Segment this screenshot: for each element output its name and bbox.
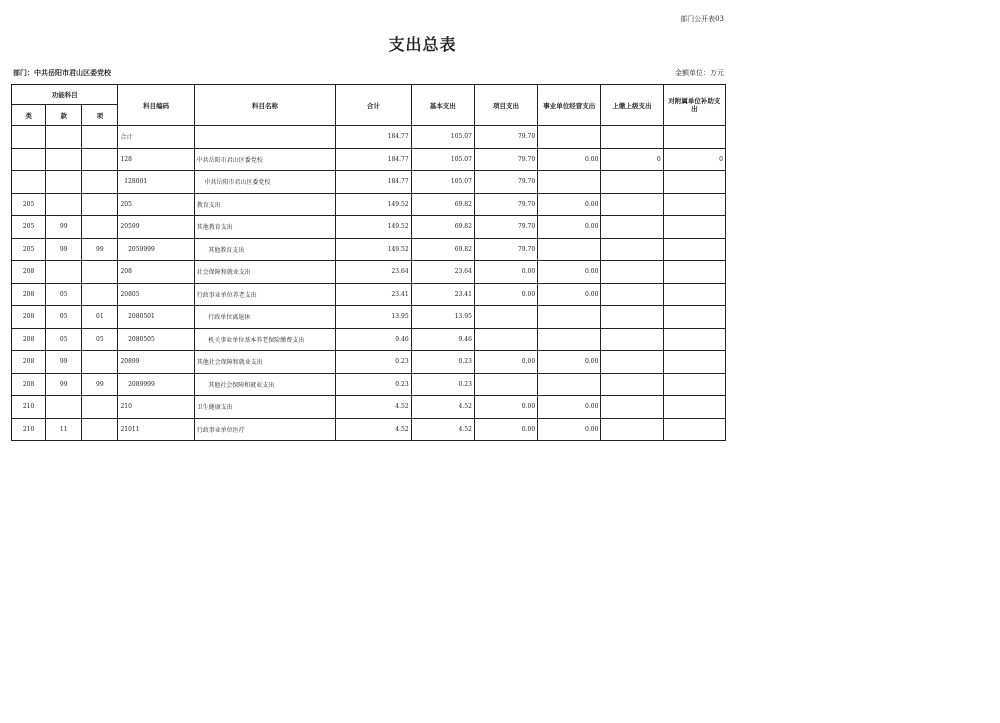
cell-project: 79.70 [474,148,537,171]
cell-project [474,373,537,396]
form-number: 部门公开表03 [680,15,724,23]
cell-project: 0.00 [474,351,537,374]
cell-subsidy [663,238,725,261]
cell-business: 0.00 [538,283,601,306]
cell-basic: 0.23 [411,351,474,374]
table-row [12,171,726,194]
header-project: 项目支出 [474,85,537,126]
cell-kuan: 99 [46,351,82,374]
cell-total: 184.77 [336,148,411,171]
header-upper: 上缴上级支出 [601,85,663,126]
cell-lei: 208 [12,306,46,329]
cell-upper: 0 [601,148,663,171]
cell-total: 149.52 [336,216,411,239]
header-kuan: 款 [46,105,82,126]
cell-business [538,373,601,396]
cell-xiang: 05 [82,328,118,351]
cell-code: 合计 [118,126,194,149]
cell-total: 13.95 [336,306,411,329]
cell-upper [601,261,663,284]
cell-subsidy [663,306,725,329]
cell-xiang [82,148,118,171]
cell-lei [12,171,46,194]
cell-lei: 205 [12,216,46,239]
cell-subsidy [663,261,725,284]
cell-total: 0.23 [336,373,411,396]
cell-kuan [46,396,82,419]
cell-name: 其他教育支出 [194,238,336,261]
cell-total: 4.52 [336,418,411,441]
header-subsidy: 对附属单位补助支出 [663,85,725,126]
cell-subsidy [663,283,725,306]
table-row [12,306,726,329]
cell-basic: 69.82 [411,193,474,216]
cell-basic: 23.41 [411,283,474,306]
header-code: 科目编码 [118,85,194,126]
table-body [12,126,726,441]
cell-total: 0.23 [336,351,411,374]
cell-code: 205 [118,193,194,216]
cell-name: 中共岳阳市君山区委党校 [194,148,336,171]
cell-total: 23.64 [336,261,411,284]
cell-lei: 208 [12,351,46,374]
header-business: 事业单位经营支出 [538,85,601,126]
cell-xiang: 01 [82,306,118,329]
cell-upper [601,283,663,306]
cell-kuan: 99 [46,216,82,239]
cell-basic: 105.07 [411,148,474,171]
cell-business: 0.00 [538,148,601,171]
cell-xiang [82,193,118,216]
cell-basic: 69.82 [411,216,474,239]
cell-basic: 9.46 [411,328,474,351]
cell-total: 23.41 [336,283,411,306]
cell-basic: 105.07 [411,126,474,149]
header-basic: 基本支出 [411,85,474,126]
cell-upper [601,238,663,261]
cell-lei: 210 [12,396,46,419]
department-label: 部门：中共岳阳市君山区委党校 [13,69,111,77]
cell-subsidy [663,126,725,149]
cell-kuan: 05 [46,306,82,329]
cell-code: 208 [118,261,194,284]
cell-lei: 208 [12,261,46,284]
cell-subsidy: 0 [663,148,725,171]
cell-code: 21011 [118,418,194,441]
cell-name: 卫生健康支出 [194,396,336,419]
cell-name: 行政事业单位养老支出 [194,283,336,306]
cell-name: 其他社会保障和就业支出 [194,373,336,396]
table-row [12,283,726,306]
cell-kuan [46,261,82,284]
cell-upper [601,418,663,441]
cell-kuan [46,126,82,149]
cell-subsidy [663,373,725,396]
cell-business: 0.00 [538,351,601,374]
cell-name [194,126,336,149]
cell-name: 教育支出 [194,193,336,216]
cell-name: 行政事业单位医疗 [194,418,336,441]
table-row [12,238,726,261]
header-func: 功能科目 [12,85,118,105]
cell-lei [12,148,46,171]
cell-total: 9.46 [336,328,411,351]
cell-code: 20899 [118,351,194,374]
cell-code: 128001 [118,171,194,194]
cell-project: 0.00 [474,418,537,441]
unit-label: 金额单位：万元 [675,69,724,77]
table-row [12,216,726,239]
cell-subsidy [663,396,725,419]
cell-lei: 205 [12,193,46,216]
cell-basic: 4.52 [411,418,474,441]
cell-lei: 205 [12,238,46,261]
cell-xiang [82,261,118,284]
cell-kuan [46,171,82,194]
cell-xiang [82,126,118,149]
cell-kuan: 99 [46,238,82,261]
cell-code: 2089999 [118,373,194,396]
cell-business [538,328,601,351]
table-row [12,418,726,441]
cell-project: 79.70 [474,216,537,239]
cell-basic: 23.64 [411,261,474,284]
cell-lei: 210 [12,418,46,441]
cell-business [538,126,601,149]
page-title: 支出总表 [388,35,457,54]
cell-basic: 105.07 [411,171,474,194]
cell-xiang: 99 [82,373,118,396]
cell-upper [601,216,663,239]
cell-xiang [82,396,118,419]
cell-xiang [82,216,118,239]
cell-kuan: 05 [46,283,82,306]
cell-business: 0.00 [538,216,601,239]
cell-upper [601,306,663,329]
cell-project: 79.70 [474,193,537,216]
cell-subsidy [663,418,725,441]
cell-business [538,171,601,194]
cell-kuan: 11 [46,418,82,441]
cell-project: 0.00 [474,283,537,306]
cell-kuan: 05 [46,328,82,351]
cell-total: 149.52 [336,238,411,261]
table-row [12,148,726,171]
cell-total: 184.77 [336,171,411,194]
cell-name: 其他社会保障和就业支出 [194,351,336,374]
cell-upper [601,351,663,374]
cell-basic: 69.82 [411,238,474,261]
cell-project: 0.00 [474,261,537,284]
table-row [12,373,726,396]
cell-project: 79.70 [474,171,537,194]
cell-code: 20805 [118,283,194,306]
cell-project: 79.70 [474,126,537,149]
cell-name: 其他教育支出 [194,216,336,239]
cell-name: 行政单位离退休 [194,306,336,329]
cell-xiang [82,418,118,441]
cell-project [474,328,537,351]
cell-code: 128 [118,148,194,171]
cell-business: 0.00 [538,418,601,441]
header-name: 科目名称 [194,85,336,126]
cell-code: 20599 [118,216,194,239]
header-xiang: 项 [82,105,118,126]
cell-kuan [46,193,82,216]
cell-subsidy [663,351,725,374]
cell-subsidy [663,216,725,239]
header-lei: 类 [12,105,46,126]
cell-kuan: 99 [46,373,82,396]
cell-code: 2080505 [118,328,194,351]
cell-name: 中共岳阳市君山区委党校 [194,171,336,194]
cell-upper [601,328,663,351]
cell-upper [601,396,663,419]
cell-business: 0.00 [538,261,601,284]
cell-xiang: 99 [82,238,118,261]
cell-lei: 208 [12,373,46,396]
cell-subsidy [663,328,725,351]
cell-kuan [46,148,82,171]
table-row [12,261,726,284]
table-row [12,396,726,419]
cell-upper [601,373,663,396]
cell-xiang [82,283,118,306]
cell-name: 机关事业单位基本养老保险缴费支出 [194,328,336,351]
cell-basic: 4.52 [411,396,474,419]
cell-project: 0.00 [474,396,537,419]
cell-xiang [82,351,118,374]
cell-xiang [82,171,118,194]
cell-business: 0.00 [538,193,601,216]
cell-upper [601,193,663,216]
header-total: 合计 [336,85,411,126]
cell-code: 210 [118,396,194,419]
expenditure-table [11,84,726,441]
cell-upper [601,126,663,149]
table-row [12,328,726,351]
cell-code: 2080501 [118,306,194,329]
cell-business: 0.00 [538,396,601,419]
cell-lei: 208 [12,328,46,351]
cell-basic: 13.95 [411,306,474,329]
cell-total: 4.52 [336,396,411,419]
table-row [12,193,726,216]
cell-project [474,306,537,329]
cell-total: 149.52 [336,193,411,216]
cell-basic: 0.23 [411,373,474,396]
cell-lei: 208 [12,283,46,306]
cell-subsidy [663,171,725,194]
cell-total: 184.77 [336,126,411,149]
cell-business [538,306,601,329]
table-row [12,351,726,374]
cell-code: 2059999 [118,238,194,261]
cell-upper [601,171,663,194]
cell-lei [12,126,46,149]
cell-project: 79.70 [474,238,537,261]
table-row [12,126,726,149]
cell-subsidy [663,193,725,216]
cell-name: 社会保障和就业支出 [194,261,336,284]
cell-business [538,238,601,261]
